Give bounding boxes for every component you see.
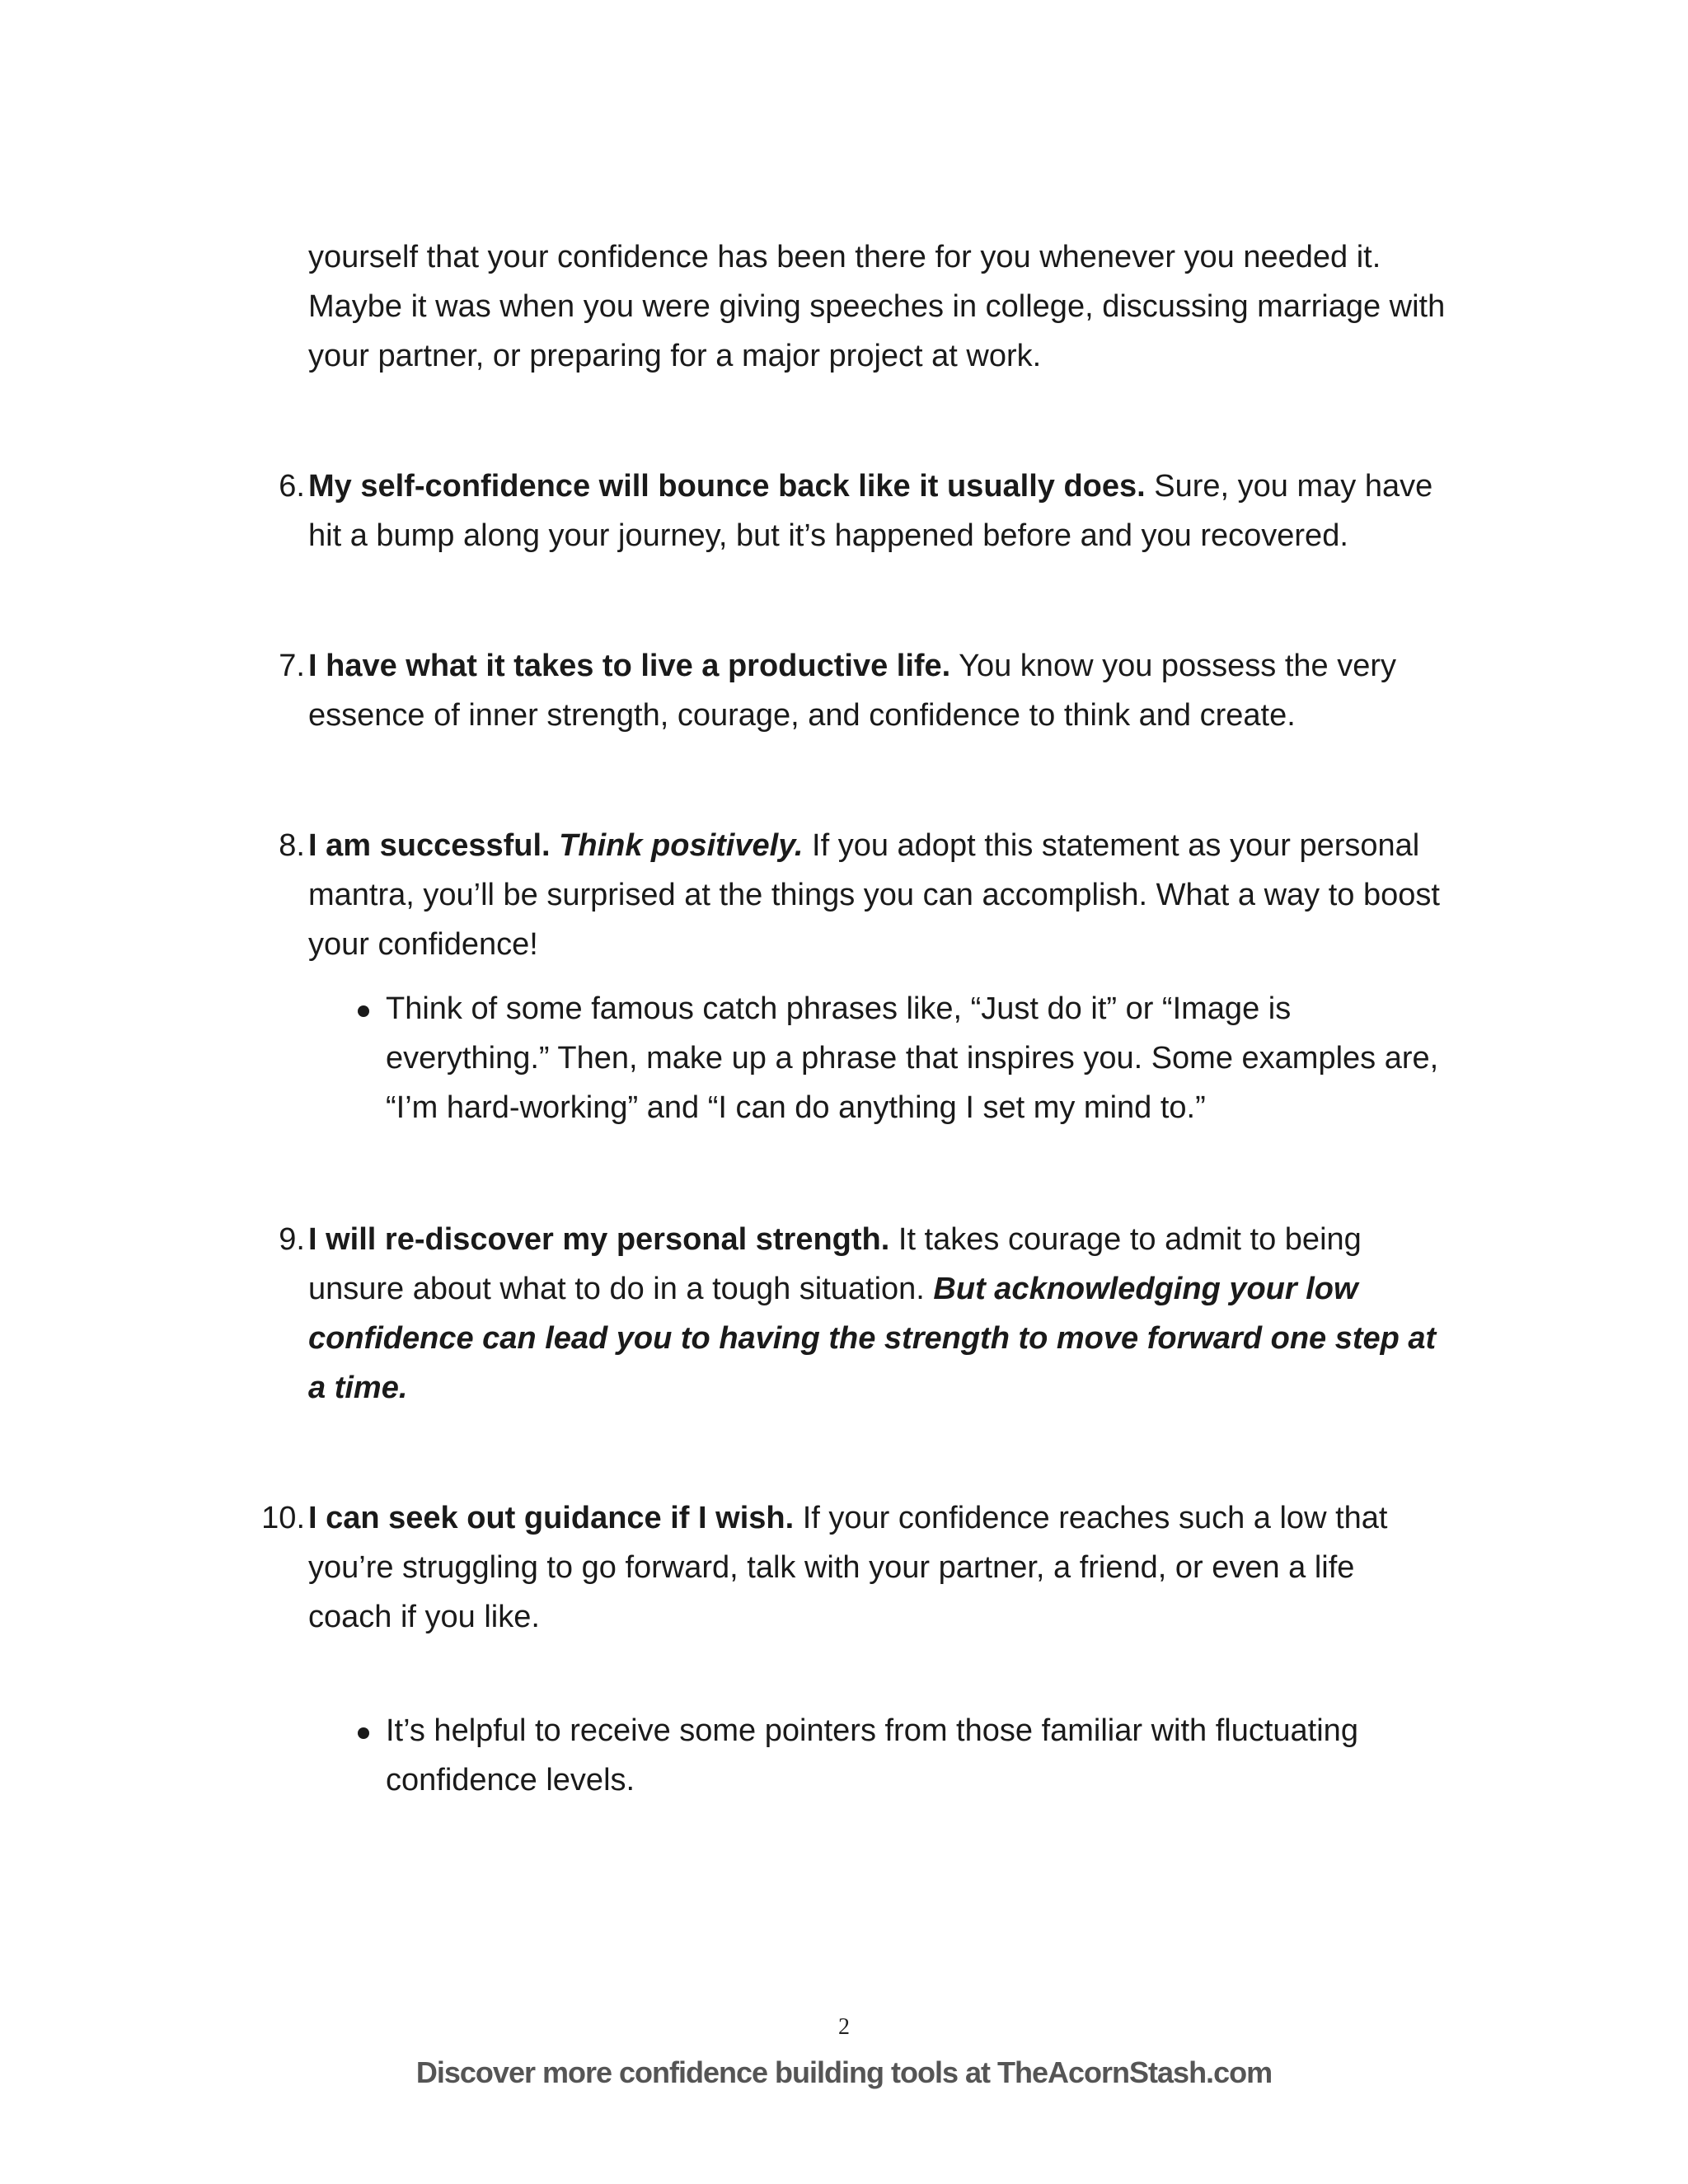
bullet-icon (358, 1727, 369, 1739)
list-item-7 (279, 641, 1446, 740)
page-number: 2 (838, 2014, 850, 2040)
affirmation-text: If you adopt this statement as your personal mantra, you’ll be surprised at the things you can accomplish. What a way to boost your confidence! (308, 828, 1440, 962)
bullet-item (386, 984, 1446, 1132)
footer-promo: Discover more confidence building tools at TheAcornStash.com (415, 2055, 1273, 2089)
affirmation-heading: My self-confidence will bounce back like it usually does. (308, 469, 1146, 504)
affirmation-emphasis: But acknowledging your low confidence can lead you to having the strength to move forward one step at a time. (308, 1272, 1437, 1405)
affirmation-heading: I can seek out guidance if I wish. (308, 1501, 795, 1535)
affirmation-text: If your confidence reaches such a low that you’re struggling to go forward, talk with your partner, a friend, or even a life coach if you like. (308, 1501, 1388, 1634)
affirmation-emphasis: Think positively. (550, 828, 804, 863)
list-number: 10. (261, 1501, 305, 1535)
affirmation-heading: I am successful. (308, 828, 551, 863)
affirmation-text: Sure, you may have hit a bump along your journey, but it’s happened before and you recovered. (308, 469, 1433, 553)
list-number: 8. (279, 828, 305, 863)
list-number: 9. (279, 1222, 305, 1257)
list-item-8 (279, 821, 1446, 969)
list-number: 7. (279, 649, 305, 683)
bullet-text: It’s helpful to receive some pointers from those familiar with fluctuating confidence levels. (386, 1713, 1358, 1797)
continuation-paragraph: yourself that your confidence has been there for you whenever you needed it. Maybe it was when you were giving speeches in college, discussing marriage with your partner, or preparing for a major project at work. (308, 240, 1446, 373)
list-item-10 (261, 1493, 1446, 1642)
list-item-6 (279, 462, 1446, 560)
list-number: 6. (279, 469, 305, 504)
document-body (261, 232, 1446, 1805)
bullet-text: Think of some famous catch phrases like, “Just do it” or “Image is everything.” Then, make up a phrase that inspires you. Some examples are, “I’m hard-working” and “I can do anything I set my mind to.” (386, 991, 1439, 1125)
bullet-item (386, 1706, 1446, 1805)
list-item-9 (279, 1215, 1446, 1413)
affirmation-heading: I have what it takes to live a productive life. (308, 649, 951, 683)
bullet-icon (358, 1005, 369, 1017)
affirmation-heading: I will re-discover my personal strength. (308, 1222, 890, 1257)
affirmation-text: It takes courage to admit to being unsure about what to do in a tough situation. (308, 1222, 1362, 1306)
affirmation-text: You know you possess the very essence of inner strength, courage, and confidence to think and create. (308, 649, 1397, 733)
